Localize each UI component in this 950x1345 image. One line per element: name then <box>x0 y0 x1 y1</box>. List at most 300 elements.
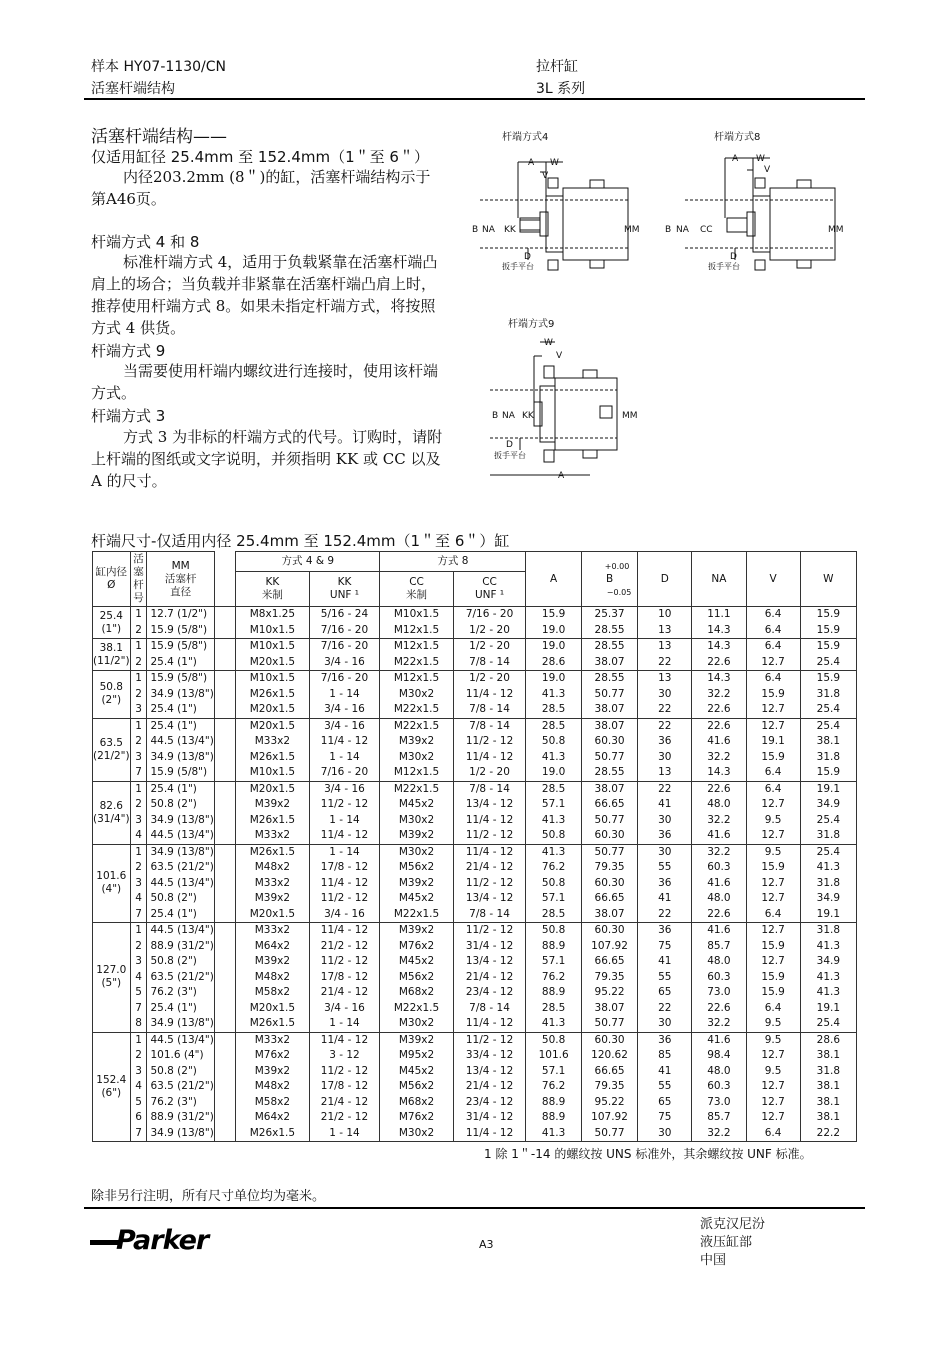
cc-unf: 7/8 - 14 <box>453 718 526 734</box>
v-value: 19.1 <box>746 734 800 750</box>
cc-metric: M30x2 <box>380 844 453 860</box>
cc-metric: M30x2 <box>380 1126 453 1142</box>
w-value: 25.4 <box>800 655 856 671</box>
na-value: 41.6 <box>692 734 746 750</box>
b-label: B <box>605 572 614 585</box>
b-value: 66.65 <box>581 954 638 970</box>
gap-cell <box>214 687 235 703</box>
table-row <box>93 907 857 923</box>
gap-cell <box>214 1016 235 1032</box>
b-value: 60.30 <box>581 734 638 750</box>
units-note: 除非另行注明，所有尺寸单位均为毫米。 <box>91 1189 326 1204</box>
table-row <box>93 671 857 687</box>
kk-metric: M20x1.5 <box>236 655 309 671</box>
parker-logo <box>90 1221 210 1261</box>
diagram-style-9 <box>490 317 638 481</box>
mm-size: 15.9 (5/8") <box>147 623 214 639</box>
rod-no: 3 <box>130 750 147 766</box>
cc-metric: M12x1.5 <box>380 765 453 781</box>
cc-metric: M22x1.5 <box>380 655 453 671</box>
b-value: 38.07 <box>581 781 638 797</box>
kk-unf: 7/16 - 20 <box>309 623 380 639</box>
kk-unf: 11/2 - 12 <box>309 797 380 813</box>
table-row <box>93 687 857 703</box>
cc-metric: M30x2 <box>380 750 453 766</box>
page-number: A3 <box>479 1238 494 1251</box>
na-value: 22.6 <box>692 781 746 797</box>
na-value: 22.6 <box>692 702 746 718</box>
kk-metric: M10x1.5 <box>236 639 309 655</box>
col-mm: MM 活塞杆 直径 <box>147 552 214 607</box>
label-D-4: D <box>524 252 531 262</box>
kk-unf: 11/4 - 12 <box>309 734 380 750</box>
cc-metric: M30x2 <box>380 813 453 829</box>
gap-cell <box>214 702 235 718</box>
label-KK-9: KK <box>522 411 534 421</box>
label-B-9: B <box>492 411 499 421</box>
gap-cell <box>214 954 235 970</box>
rod-no: 6 <box>130 1110 147 1126</box>
rod-no: 7 <box>130 907 147 923</box>
cc-unf: 11/2 - 12 <box>453 1032 526 1048</box>
b-value: 79.35 <box>581 1079 638 1095</box>
d-value: 85 <box>638 1048 692 1064</box>
b-value: 38.07 <box>581 702 638 718</box>
gap-cell <box>214 860 235 876</box>
b-value: 50.77 <box>581 813 638 829</box>
cc-unf: 11/4 - 12 <box>453 687 526 703</box>
table-bottom-border <box>93 1142 857 1143</box>
gap-cell <box>214 639 235 655</box>
cc-metric: M39x2 <box>380 734 453 750</box>
intro-subtitle: 仅适用缸径 25.4mm 至 152.4mm（1＂至 6＂） <box>91 148 429 166</box>
section-title-style-4-8: 杆端方式 4 和 8 <box>91 233 200 251</box>
kk-metric: M20x1.5 <box>236 907 309 923</box>
label-MM-8: MM <box>828 225 844 235</box>
table-row <box>93 1095 857 1111</box>
kk-unf: 11/2 - 12 <box>309 954 380 970</box>
na-value: 32.2 <box>692 687 746 703</box>
rod-no: 1 <box>130 671 147 687</box>
cc-unf: 21/4 - 12 <box>453 860 526 876</box>
a-value: 19.0 <box>526 639 581 655</box>
v-value: 12.7 <box>746 1079 800 1095</box>
mm-size: 34.9 (13/8") <box>147 813 214 829</box>
v-value: 12.7 <box>746 655 800 671</box>
d-value: 13 <box>638 623 692 639</box>
gap-cell <box>214 750 235 766</box>
mm-size: 44.5 (13/4") <box>147 734 214 750</box>
mm-size: 34.9 (13/8") <box>147 844 214 860</box>
cc-metric: M12x1.5 <box>380 639 453 655</box>
gap-cell <box>214 671 235 687</box>
kk-metric: M20x1.5 <box>236 718 309 734</box>
kk-metric: M10x1.5 <box>236 671 309 687</box>
mm-size: 44.5 (13/4") <box>147 876 214 892</box>
d-value: 36 <box>638 876 692 892</box>
label-A-4: A <box>528 158 535 168</box>
mm-size: 25.4 (1") <box>147 781 214 797</box>
cc-unf: 11/2 - 12 <box>453 923 526 939</box>
na-value: 48.0 <box>692 891 746 907</box>
cc-metric: M22x1.5 <box>380 718 453 734</box>
gap-cell <box>214 607 235 623</box>
gap-cell <box>214 1079 235 1095</box>
kk-unf: 1 - 14 <box>309 687 380 703</box>
a-value: 50.8 <box>526 828 581 844</box>
col-cc-metric: CC 米制 <box>380 571 453 606</box>
table-row <box>93 970 857 986</box>
bore-cell: 25.4 (1") <box>93 607 131 639</box>
d-value: 30 <box>638 1016 692 1032</box>
a-value: 50.8 <box>526 923 581 939</box>
label-KK-4: KK <box>504 225 516 235</box>
w-value: 25.4 <box>800 1016 856 1032</box>
na-value: 32.2 <box>692 1126 746 1142</box>
d-value: 36 <box>638 734 692 750</box>
header-rule <box>84 98 865 100</box>
kk-unf: 17/8 - 12 <box>309 860 380 876</box>
table-body <box>93 607 857 1143</box>
section-text-style-4-8: 标准杆端方式 4，适用于负载紧靠在活塞杆端凸肩上的场合；当负载并非紧靠在活塞杆端凸肩上时，推荐使用杆端方式 8。如果未指定杆端方式，将按照方式 4 供货。 <box>91 253 438 337</box>
na-value: 32.2 <box>692 750 746 766</box>
w-value: 41.3 <box>800 970 856 986</box>
col-a: A <box>526 552 581 607</box>
col-v: V <box>746 552 800 607</box>
kk-unf: 1 - 14 <box>309 1126 380 1142</box>
cc-metric: M76x2 <box>380 1110 453 1126</box>
kk-unf: 3/4 - 16 <box>309 1001 380 1017</box>
d-value: 13 <box>638 639 692 655</box>
section-title-style-3: 杆端方式 3 <box>91 407 166 425</box>
a-value: 57.1 <box>526 797 581 813</box>
w-value: 31.8 <box>800 923 856 939</box>
label-CC-8: CC <box>700 225 713 235</box>
kk-metric: M26x1.5 <box>236 687 309 703</box>
label-V-9: V <box>556 351 563 361</box>
mm-size: 25.4 (1") <box>147 718 214 734</box>
a-value: 28.5 <box>526 718 581 734</box>
w-value: 25.4 <box>800 718 856 734</box>
w-value: 34.9 <box>800 954 856 970</box>
v-value: 15.9 <box>746 750 800 766</box>
bore-cell: 50.8 (2") <box>93 671 131 719</box>
d-value: 30 <box>638 687 692 703</box>
rod-no: 1 <box>130 639 147 655</box>
gap-cell <box>214 813 235 829</box>
mm-size: 15.9 (5/8") <box>147 671 214 687</box>
rod-no: 1 <box>130 1032 147 1048</box>
footer-rule <box>84 1207 865 1209</box>
v-value: 9.5 <box>746 1016 800 1032</box>
table-title: 杆端尺寸-仅适用内径 25.4mm 至 152.4mm（1＂至 6＂）缸 <box>91 532 510 550</box>
a-value: 41.3 <box>526 687 581 703</box>
b-value: 107.92 <box>581 939 638 955</box>
a-value: 41.3 <box>526 813 581 829</box>
table-row <box>93 844 857 860</box>
cc-unf: 33/4 - 12 <box>453 1048 526 1064</box>
kk-metric: M39x2 <box>236 1064 309 1080</box>
table-row <box>93 1079 857 1095</box>
col-group-style-8: 方式 8 <box>380 552 526 572</box>
v-value: 6.4 <box>746 607 800 623</box>
d-value: 36 <box>638 923 692 939</box>
mm-size: 88.9 (31/2") <box>147 1110 214 1126</box>
w-value: 19.1 <box>800 907 856 923</box>
cc-unf: 7/8 - 14 <box>453 702 526 718</box>
gap-cell <box>214 1048 235 1064</box>
d-value: 55 <box>638 970 692 986</box>
mm-size: 50.8 (2") <box>147 797 214 813</box>
na-value: 60.3 <box>692 970 746 986</box>
label-A-8: A <box>732 154 739 164</box>
cc-unf: 11/4 - 12 <box>453 813 526 829</box>
v-value: 12.7 <box>746 828 800 844</box>
kk-unf: 1 - 14 <box>309 844 380 860</box>
mm-size: 76.2 (3") <box>147 985 214 1001</box>
cc-metric: M30x2 <box>380 687 453 703</box>
cc-unf: 21/4 - 12 <box>453 1079 526 1095</box>
a-value: 76.2 <box>526 860 581 876</box>
cc-unf: 11/2 - 12 <box>453 734 526 750</box>
a-value: 28.5 <box>526 781 581 797</box>
v-value: 12.7 <box>746 1095 800 1111</box>
rod-no: 5 <box>130 985 147 1001</box>
b-value: 38.07 <box>581 655 638 671</box>
v-value: 12.7 <box>746 1048 800 1064</box>
cc-metric: M68x2 <box>380 1095 453 1111</box>
kk-unf: 11/2 - 12 <box>309 1064 380 1080</box>
caption-style-8: 杆端方式8 <box>714 132 761 143</box>
v-value: 9.5 <box>746 844 800 860</box>
w-value: 38.1 <box>800 1110 856 1126</box>
kk-unf: 3/4 - 16 <box>309 907 380 923</box>
col-cc-unf: CC UNF ¹ <box>453 571 526 606</box>
mm-size: 63.5 (21/2") <box>147 860 214 876</box>
a-value: 50.8 <box>526 734 581 750</box>
kk-unf: 21/2 - 12 <box>309 1110 380 1126</box>
cc-unf: 31/4 - 12 <box>453 1110 526 1126</box>
rod-no: 2 <box>130 1048 147 1064</box>
v-value: 9.5 <box>746 1064 800 1080</box>
kk-unf: 7/16 - 20 <box>309 639 380 655</box>
na-value: 32.2 <box>692 813 746 829</box>
v-value: 6.4 <box>746 671 800 687</box>
rod-no: 8 <box>130 1016 147 1032</box>
mm-size: 34.9 (13/8") <box>147 1016 214 1032</box>
na-value: 32.2 <box>692 844 746 860</box>
cc-unf: 11/4 - 12 <box>453 1126 526 1142</box>
col-group-style-4-9: 方式 4 & 9 <box>236 552 380 572</box>
diagram-style-8 <box>665 130 844 271</box>
mm-size: 50.8 (2") <box>147 1064 214 1080</box>
w-value: 41.3 <box>800 939 856 955</box>
b-value: 95.22 <box>581 985 638 1001</box>
mm-size: 44.5 (13/4") <box>147 1032 214 1048</box>
na-value: 22.6 <box>692 1001 746 1017</box>
a-value: 19.0 <box>526 671 581 687</box>
label-NA-4: NA <box>482 225 495 235</box>
rod-end-diagrams <box>460 120 860 490</box>
label-W-8: W <box>756 154 765 164</box>
a-value: 15.9 <box>526 607 581 623</box>
mm-size: 44.5 (13/4") <box>147 923 214 939</box>
bore-cell: 63.5 (21/2") <box>93 718 131 781</box>
na-value: 22.6 <box>692 718 746 734</box>
a-value: 76.2 <box>526 970 581 986</box>
d-value: 36 <box>638 1032 692 1048</box>
table-row <box>93 623 857 639</box>
table-row <box>93 655 857 671</box>
kk-metric: M48x2 <box>236 860 309 876</box>
cc-unf: 11/4 - 12 <box>453 750 526 766</box>
kk-metric: M26x1.5 <box>236 1016 309 1032</box>
d-value: 65 <box>638 985 692 1001</box>
na-value: 41.6 <box>692 923 746 939</box>
na-value: 85.7 <box>692 1110 746 1126</box>
table-row <box>93 797 857 813</box>
d-value: 22 <box>638 907 692 923</box>
cc-unf: 7/8 - 14 <box>453 907 526 923</box>
kk-unf: 11/4 - 12 <box>309 828 380 844</box>
gap-cell <box>214 1001 235 1017</box>
a-value: 88.9 <box>526 1110 581 1126</box>
intro-paragraph: 内径203.2mm (8＂)的缸，活塞杆端结构示于第A46页。 <box>91 168 431 208</box>
rod-no: 2 <box>130 687 147 703</box>
gap-cell <box>214 623 235 639</box>
rod-no: 2 <box>130 655 147 671</box>
kk-unf: 11/4 - 12 <box>309 923 380 939</box>
w-value: 31.8 <box>800 1064 856 1080</box>
cc-metric: M76x2 <box>380 939 453 955</box>
gap-cell <box>214 876 235 892</box>
v-value: 6.4 <box>746 639 800 655</box>
na-value: 48.0 <box>692 797 746 813</box>
d-value: 75 <box>638 939 692 955</box>
cc-metric: M39x2 <box>380 876 453 892</box>
b-value: 66.65 <box>581 1064 638 1080</box>
label-flat-9: 扳手平台 <box>494 451 526 460</box>
b-value: 50.77 <box>581 1126 638 1142</box>
bore-cell: 101.6 (4") <box>93 844 131 923</box>
a-value: 19.0 <box>526 765 581 781</box>
na-value: 22.6 <box>692 907 746 923</box>
gap-cell <box>214 844 235 860</box>
kk-unf: 3/4 - 16 <box>309 718 380 734</box>
na-value: 32.2 <box>692 1016 746 1032</box>
w-value: 38.1 <box>800 1079 856 1095</box>
b-value: 60.30 <box>581 1032 638 1048</box>
na-value: 98.4 <box>692 1048 746 1064</box>
cc-unf: 11/2 - 12 <box>453 828 526 844</box>
cc-unf: 7/8 - 14 <box>453 1001 526 1017</box>
table-row <box>93 1016 857 1032</box>
gap-cell <box>214 1032 235 1048</box>
kk-unf: 21/4 - 12 <box>309 1095 380 1111</box>
col-gap <box>214 552 235 607</box>
b-tol-bottom: −0.05 <box>606 587 632 597</box>
col-na: NA <box>692 552 746 607</box>
b-value: 25.37 <box>581 607 638 623</box>
cc-unf: 1/2 - 20 <box>453 671 526 687</box>
cc-unf: 23/4 - 12 <box>453 1095 526 1111</box>
na-value: 22.6 <box>692 655 746 671</box>
rod-no: 1 <box>130 923 147 939</box>
table-row <box>93 1064 857 1080</box>
table-row <box>93 750 857 766</box>
w-value: 15.9 <box>800 639 856 655</box>
mm-size: 34.9 (13/8") <box>147 1126 214 1142</box>
w-value: 19.1 <box>800 1001 856 1017</box>
kk-metric: M26x1.5 <box>236 1126 309 1142</box>
na-value: 60.3 <box>692 1079 746 1095</box>
col-rod-no: 活塞 杆号 <box>130 552 147 607</box>
b-value: 50.77 <box>581 687 638 703</box>
rod-no: 4 <box>130 828 147 844</box>
rod-no: 7 <box>130 1126 147 1142</box>
rod-no: 2 <box>130 797 147 813</box>
rod-no: 3 <box>130 813 147 829</box>
cc-metric: M12x1.5 <box>380 671 453 687</box>
table-row <box>93 765 857 781</box>
rod-no: 2 <box>130 623 147 639</box>
rod-no: 2 <box>130 939 147 955</box>
company-division: 液压缸部 <box>700 1235 753 1250</box>
mm-size: 50.8 (2") <box>147 891 214 907</box>
kk-metric: M26x1.5 <box>236 844 309 860</box>
logo-text: Parker <box>116 1225 209 1256</box>
a-value: 41.3 <box>526 750 581 766</box>
a-value: 41.3 <box>526 1126 581 1142</box>
v-value: 12.7 <box>746 954 800 970</box>
bore-cell: 38.1 (11/2") <box>93 639 131 671</box>
na-value: 73.0 <box>692 985 746 1001</box>
d-value: 55 <box>638 860 692 876</box>
v-value: 12.7 <box>746 718 800 734</box>
kk-unf: 11/4 - 12 <box>309 1032 380 1048</box>
cc-unf: 11/4 - 12 <box>453 1016 526 1032</box>
w-value: 31.8 <box>800 687 856 703</box>
b-value: 95.22 <box>581 1095 638 1111</box>
cc-metric: M22x1.5 <box>380 781 453 797</box>
d-value: 75 <box>638 1110 692 1126</box>
b-value: 66.65 <box>581 797 638 813</box>
diagram-style-4 <box>472 130 640 271</box>
kk-unf: 1 - 14 <box>309 750 380 766</box>
cc-unf: 1/2 - 20 <box>453 765 526 781</box>
b-value: 60.30 <box>581 923 638 939</box>
table-footnote: 1 除 1＂-14 的螺纹按 UNS 标准外，其余螺纹按 UNF 标准。 <box>484 1147 812 1161</box>
bottom-border-cell <box>93 1142 857 1143</box>
rod-no: 4 <box>130 970 147 986</box>
rod-no: 1 <box>130 607 147 623</box>
d-value: 65 <box>638 1095 692 1111</box>
na-value: 41.6 <box>692 828 746 844</box>
w-value: 38.1 <box>800 1095 856 1111</box>
col-d: D <box>638 552 692 607</box>
label-A-9: A <box>558 471 565 481</box>
v-value: 15.9 <box>746 985 800 1001</box>
product-name: 拉杆缸 <box>536 59 578 75</box>
kk-metric: M48x2 <box>236 1079 309 1095</box>
w-value: 34.9 <box>800 797 856 813</box>
a-value: 28.5 <box>526 907 581 923</box>
d-value: 30 <box>638 813 692 829</box>
b-value: 107.92 <box>581 1110 638 1126</box>
rod-end-table <box>92 551 857 1142</box>
kk-unf: 11/2 - 12 <box>309 891 380 907</box>
kk-metric: M58x2 <box>236 1095 309 1111</box>
